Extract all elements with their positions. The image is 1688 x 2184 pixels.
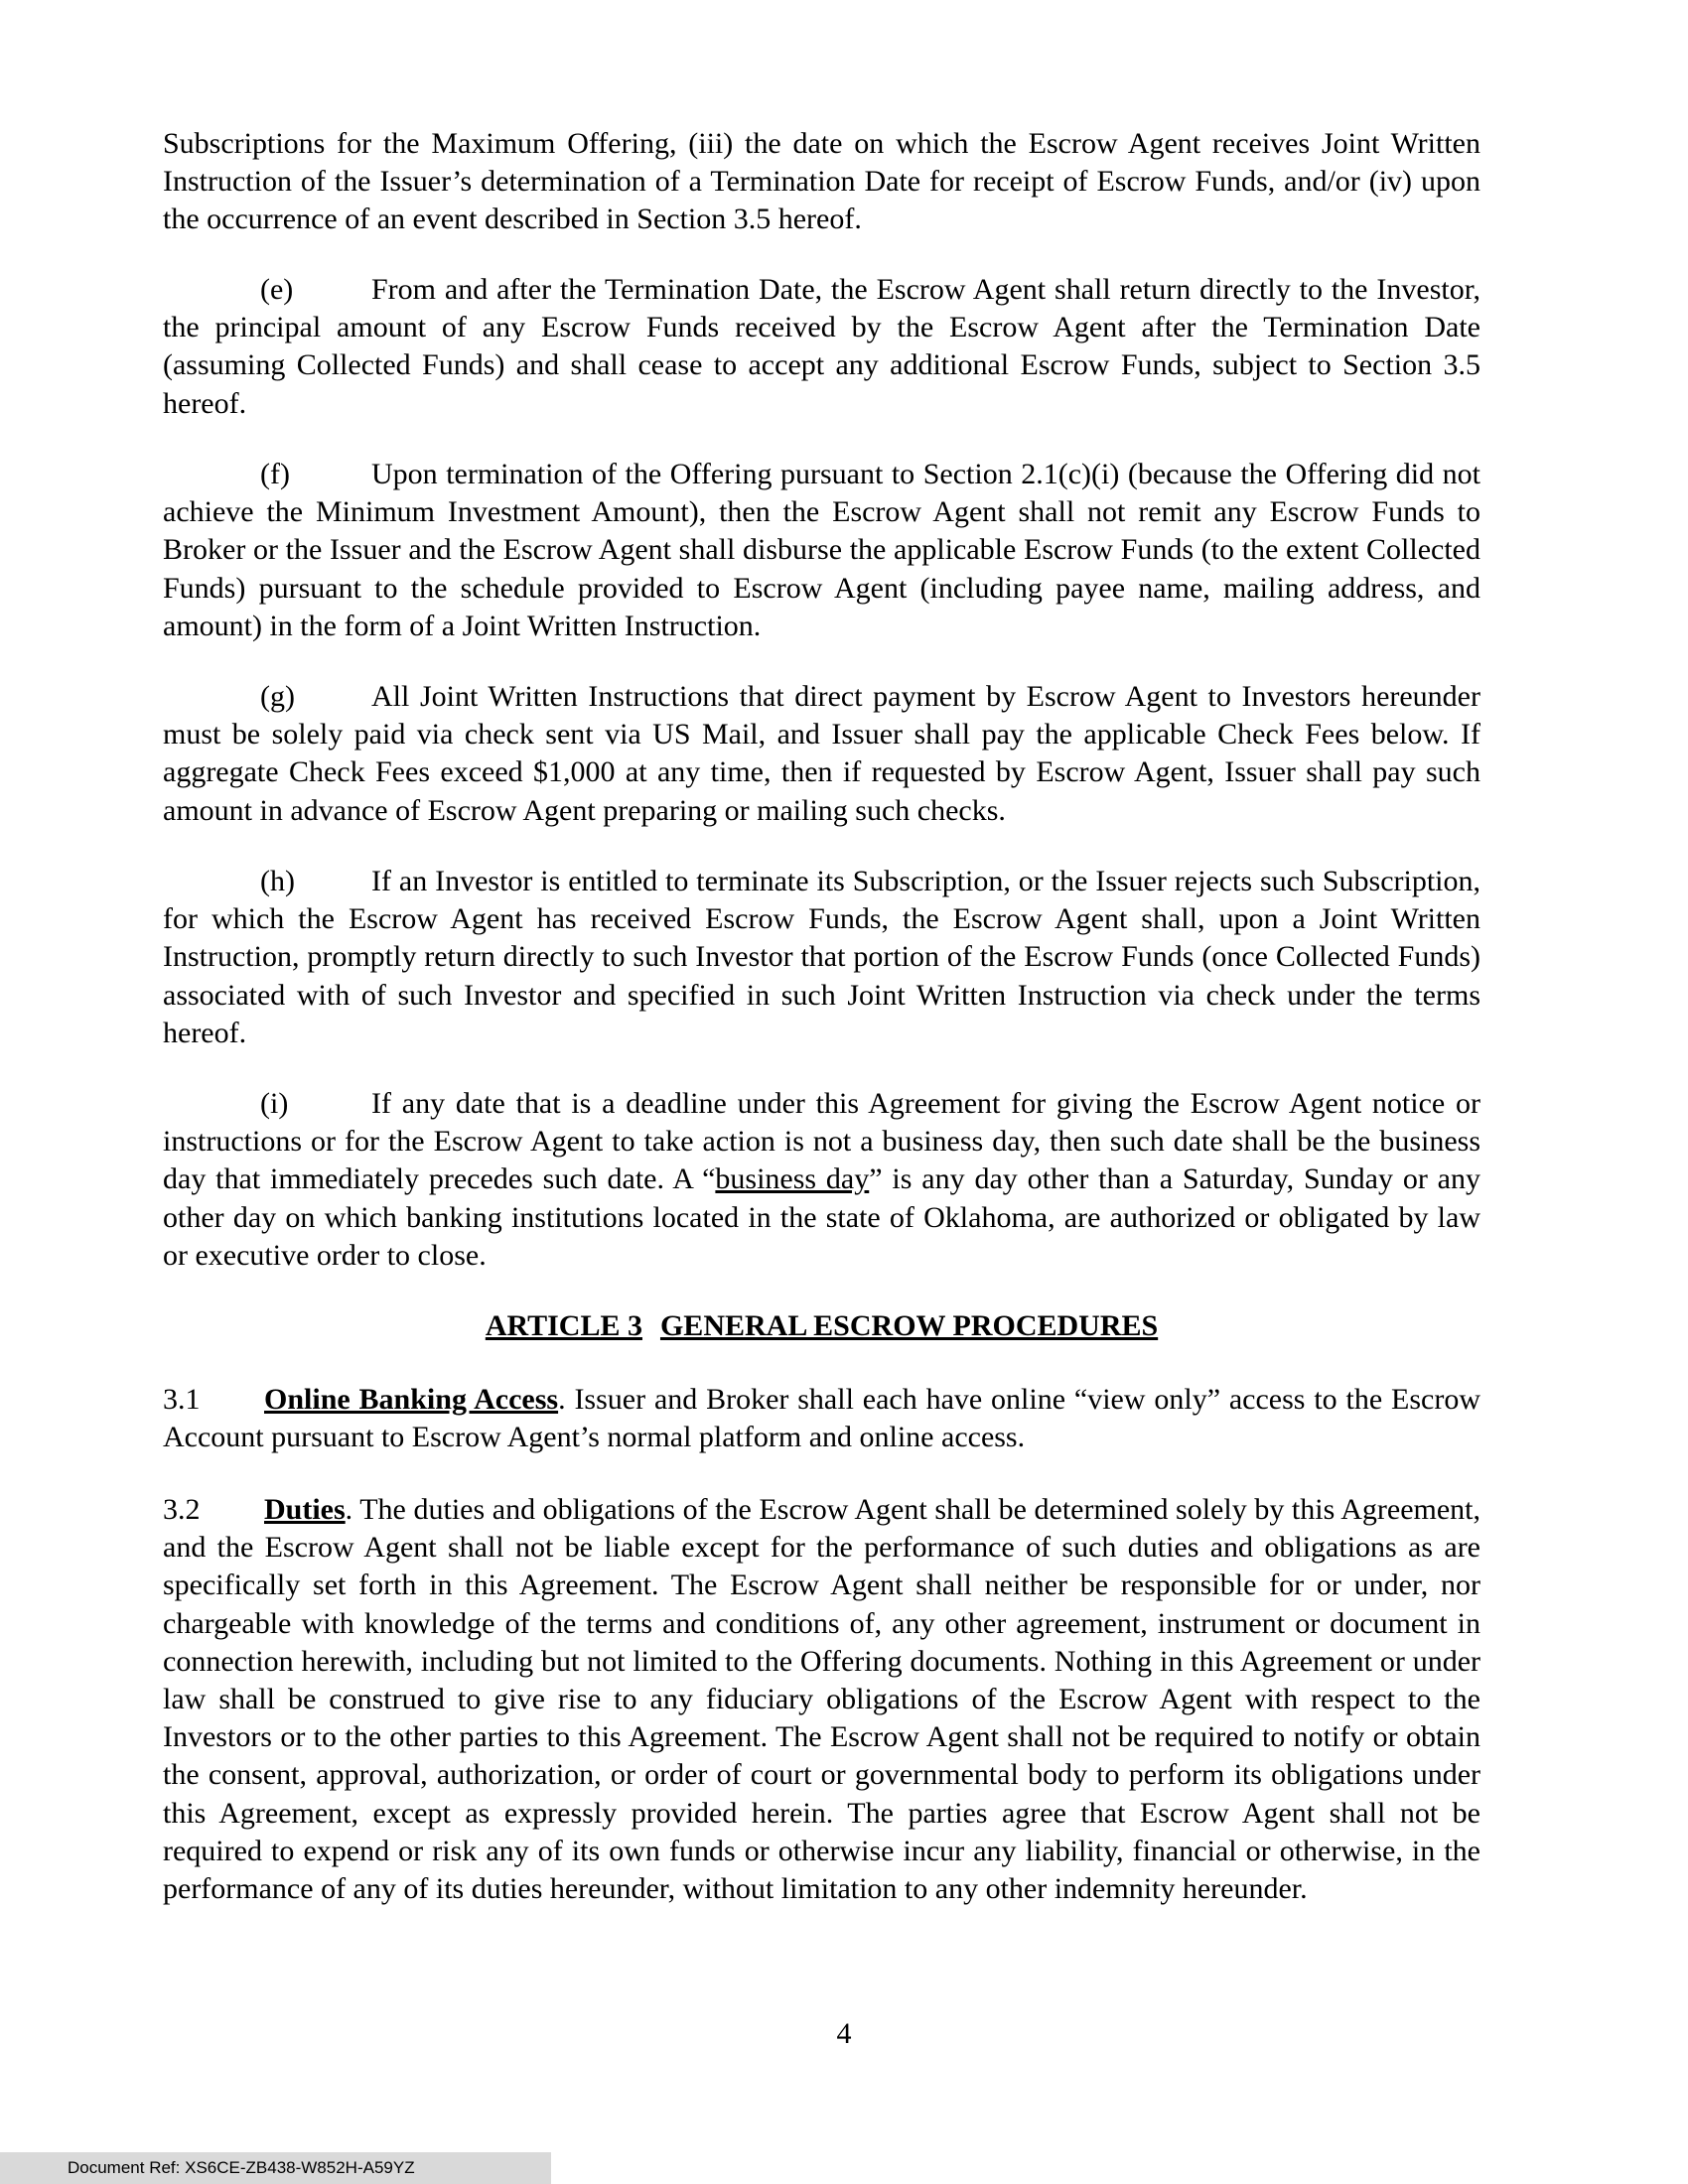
- paragraph-g: [163, 678, 1480, 830]
- paragraph-label: (f): [260, 458, 290, 490]
- document-reference-footer: Document Ref: XS6CE-ZB438-W852H-A59YZ: [0, 2152, 551, 2184]
- article-number: ARTICLE 3: [485, 1309, 642, 1342]
- paragraph-label: (e): [260, 273, 294, 306]
- paragraph-text: Upon termination of the Offering pursuant to Section 2.1(c)(i) (because the Offering did not achieve the Minimum Investment Amount), then the Escrow Agent shall not remit any Escrow Funds to Broker or the Issuer and the Escrow Agent shall disburse the applicable Escrow Funds (to the extent Collected Funds) pursuant to the schedule provided to Escrow Agent (including payee name, mailing address, and amount) in the form of a Joint Written Instruction.: [163, 458, 1480, 642]
- article-title: GENERAL ESCROW PROCEDURES: [659, 1309, 1159, 1342]
- paragraph-text: All Joint Written Instructions that direct payment by Escrow Agent to Investors hereunder must be solely paid via check sent via US Mail, and Issuer shall pay the applicable Check Fees below. If aggregate Check Fees exceed $1,000 at any time, then if requested by Escrow Agent, Issuer shall pay such amount in advance of Escrow Agent preparing or mailing such checks.: [163, 680, 1480, 827]
- continuation-text: Subscriptions for the Maximum Offering, (iii) the date on which the Escrow Agent receives Joint Written Instruction of the Issuer’s determination of a Termination Date for receipt of Escrow Funds, and/or (iv) upon the occurrence of an event described in Section 3.5 hereof.: [163, 127, 1480, 236]
- continuation-paragraph: [163, 125, 1480, 239]
- paragraph-label: (g): [260, 680, 295, 713]
- paragraph-text-after: ” is any day other than a Saturday, Sunday or any other day on which banking institutions located in the state of Oklahoma, are authorized or obligated by law or executive order to close.: [163, 1162, 1480, 1272]
- section-number: 3.1: [163, 1383, 201, 1416]
- paragraph-text: If an Investor is entitled to terminate its Subscription, or the Issuer rejects such Subscription, for which the Escrow Agent has received Escrow Funds, the Escrow Agent shall, upon a Joint Written Instruction, promptly return directly to such Investor that portion of the Escrow Funds (once Collected Funds) associated with of such Investor and specified in such Joint Written Instruction via check under the terms hereof.: [163, 865, 1480, 1049]
- article-heading: [163, 1307, 1480, 1345]
- paragraph-text: From and after the Termination Date, the Escrow Agent shall return directly to the Investor, the principal amount of any Escrow Funds received by the Escrow Agent after the Termination Date (assuming Collected Funds) and shall cease to accept any additional Escrow Funds, subject to Section 3.5 hereof.: [163, 273, 1480, 420]
- paragraph-label: (h): [260, 865, 295, 897]
- paragraph-h: [163, 863, 1480, 1052]
- paragraph-e: [163, 271, 1480, 423]
- section-title: Online Banking Access: [264, 1383, 559, 1416]
- section-text: . The duties and obligations of the Escrow Agent shall be determined solely by this Agreement, and the Escrow Agent shall not be liable except for the performance of such duties and obligations as are specifically set forth in this Agreement. The Escrow Agent shall neither be responsible for or under, nor chargeable with knowledge of the terms and conditions of, any other agreement, instrument or document in connection herewith, including but not limited to the Offering documents. Nothing in this Agreement or under law shall be construed to give rise to any fiduciary obligations of the Escrow Agent with respect to the Investors or to the other parties to this Agreement. The Escrow Agent shall not be required to notify or obtain the consent, approval, authorization, or order of court or governmental body to perform its obligations under this Agreement, except as expressly provided herein. The parties agree that Escrow Agent shall not be required to expend or risk any of its own funds or otherwise incur any liability, financial or otherwise, in the performance of any of its duties hereunder, without limitation to any other indemnity hereunder.: [163, 1493, 1480, 1906]
- defined-term-business-day: business day: [715, 1162, 870, 1196]
- paragraph-i: [163, 1085, 1480, 1275]
- paragraph-label: (i): [260, 1087, 289, 1120]
- page-number: 4: [836, 2017, 852, 2050]
- section-title: Duties: [264, 1493, 346, 1526]
- section-3-2: [163, 1491, 1480, 1908]
- paragraph-f: [163, 456, 1480, 645]
- section-3-1: [163, 1381, 1480, 1456]
- section-text: . Issuer and Broker shall each have online “view only” access to the Escrow Account pursuant to Escrow Agent’s normal platform and online access.: [163, 1383, 1480, 1454]
- paragraph-text-before: If any date that is a deadline under this Agreement for giving the Escrow Agent notice or instructions or for the Escrow Agent to take action is not a business day, then such date shall be the business day that immediately precedes such date. A “: [163, 1087, 1480, 1196]
- section-number: 3.2: [163, 1493, 201, 1526]
